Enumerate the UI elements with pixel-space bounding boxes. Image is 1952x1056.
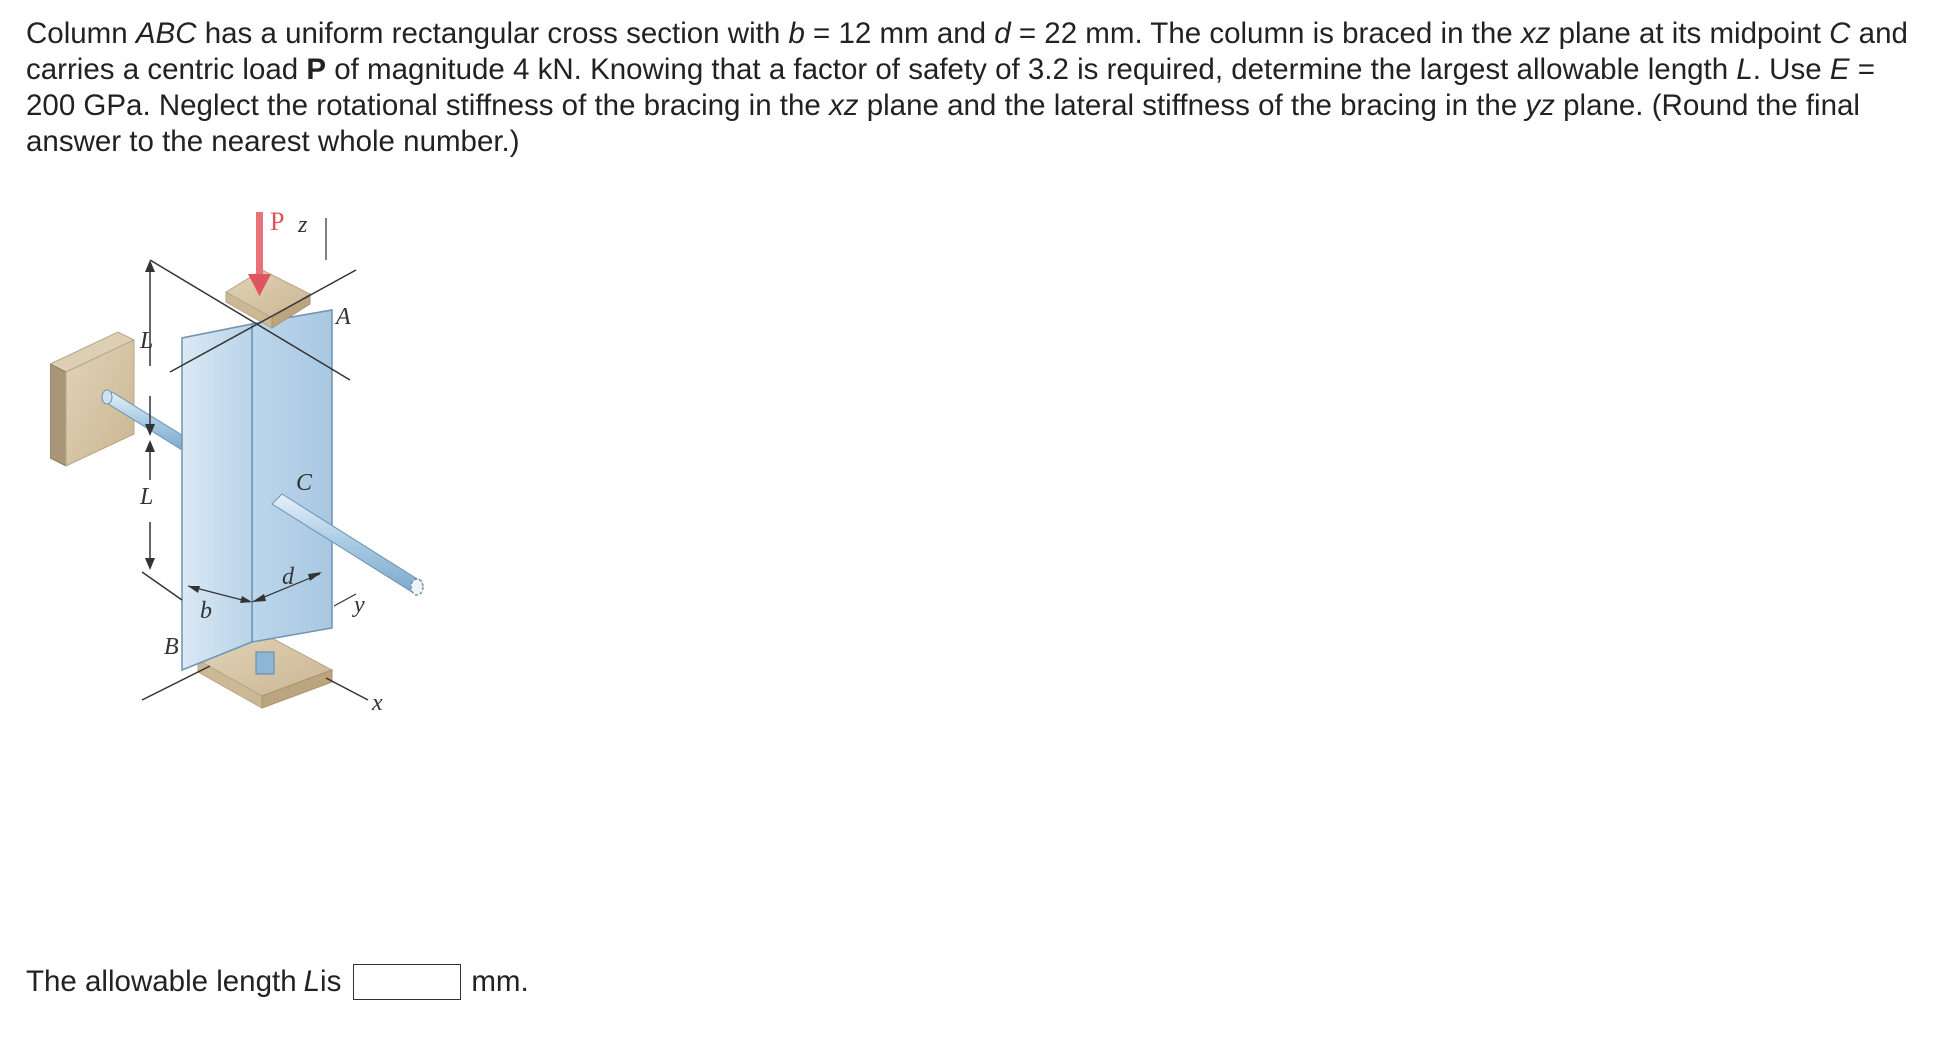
z-axis <box>297 212 326 260</box>
problem-text: plane. (Round the final answer to the nearest whole number.) <box>26 89 1860 158</box>
xz-plane-symbol: xz <box>1520 17 1551 50</box>
column-name: ABC <box>135 17 197 50</box>
problem-text: Column <box>26 17 136 50</box>
c-symbol: C <box>1829 17 1851 50</box>
problem-text: of magnitude 4 kN. Knowing that a factor of safety of 3.2 is required, determine the largest allowable length <box>326 53 1737 86</box>
answer-prompt-is: is <box>320 965 342 998</box>
dimension-l-bottom <box>139 440 182 600</box>
load-label-p: P <box>270 207 285 236</box>
point-label-b: B <box>164 634 179 660</box>
problem-text: = 22 mm. The column is braced in the <box>1010 17 1521 50</box>
problem-text: = 200 GPa. Neglect the rotational stiffness of the bracing in the <box>26 53 1875 122</box>
d-symbol: d <box>994 17 1011 50</box>
p-symbol: P <box>306 53 327 86</box>
dimension-label-l-bottom: L <box>140 484 154 510</box>
e-symbol: E <box>1829 53 1850 86</box>
point-label-a: A <box>336 304 351 330</box>
answer-l-symbol: L <box>303 965 321 998</box>
problem-text: and carries a centric load <box>26 17 1908 86</box>
allowable-length-input[interactable] <box>353 964 461 1000</box>
answer-prompt: The allowable length <box>26 965 297 998</box>
l-symbol: L <box>1736 53 1753 86</box>
dimension-label-d: d <box>282 564 294 590</box>
z-axis-label: z <box>298 212 308 238</box>
y-axis-label: y <box>354 592 365 618</box>
dimension-label-l-top: L <box>140 328 154 354</box>
dimension-label-b: b <box>200 598 212 624</box>
problem-text: plane and the lateral stiffness of the bracing in the <box>858 89 1526 122</box>
problem-text: = 12 mm and <box>804 17 995 50</box>
problem-text: . Use <box>1752 53 1830 86</box>
point-label-c: C <box>296 470 313 496</box>
y-axis <box>334 592 365 618</box>
column-figure <box>50 200 550 900</box>
problem-text: plane at its midpoint <box>1550 17 1830 50</box>
xz-plane-symbol: xz <box>829 89 859 122</box>
x-axis-label: x <box>372 690 383 716</box>
answer-unit: mm. <box>471 965 529 998</box>
problem-statement <box>26 16 1916 160</box>
answer-row <box>26 962 529 1002</box>
b-symbol: b <box>788 17 805 50</box>
problem-text: has a uniform rectangular cross section with <box>196 17 789 50</box>
yz-plane-symbol: yz <box>1525 89 1555 122</box>
